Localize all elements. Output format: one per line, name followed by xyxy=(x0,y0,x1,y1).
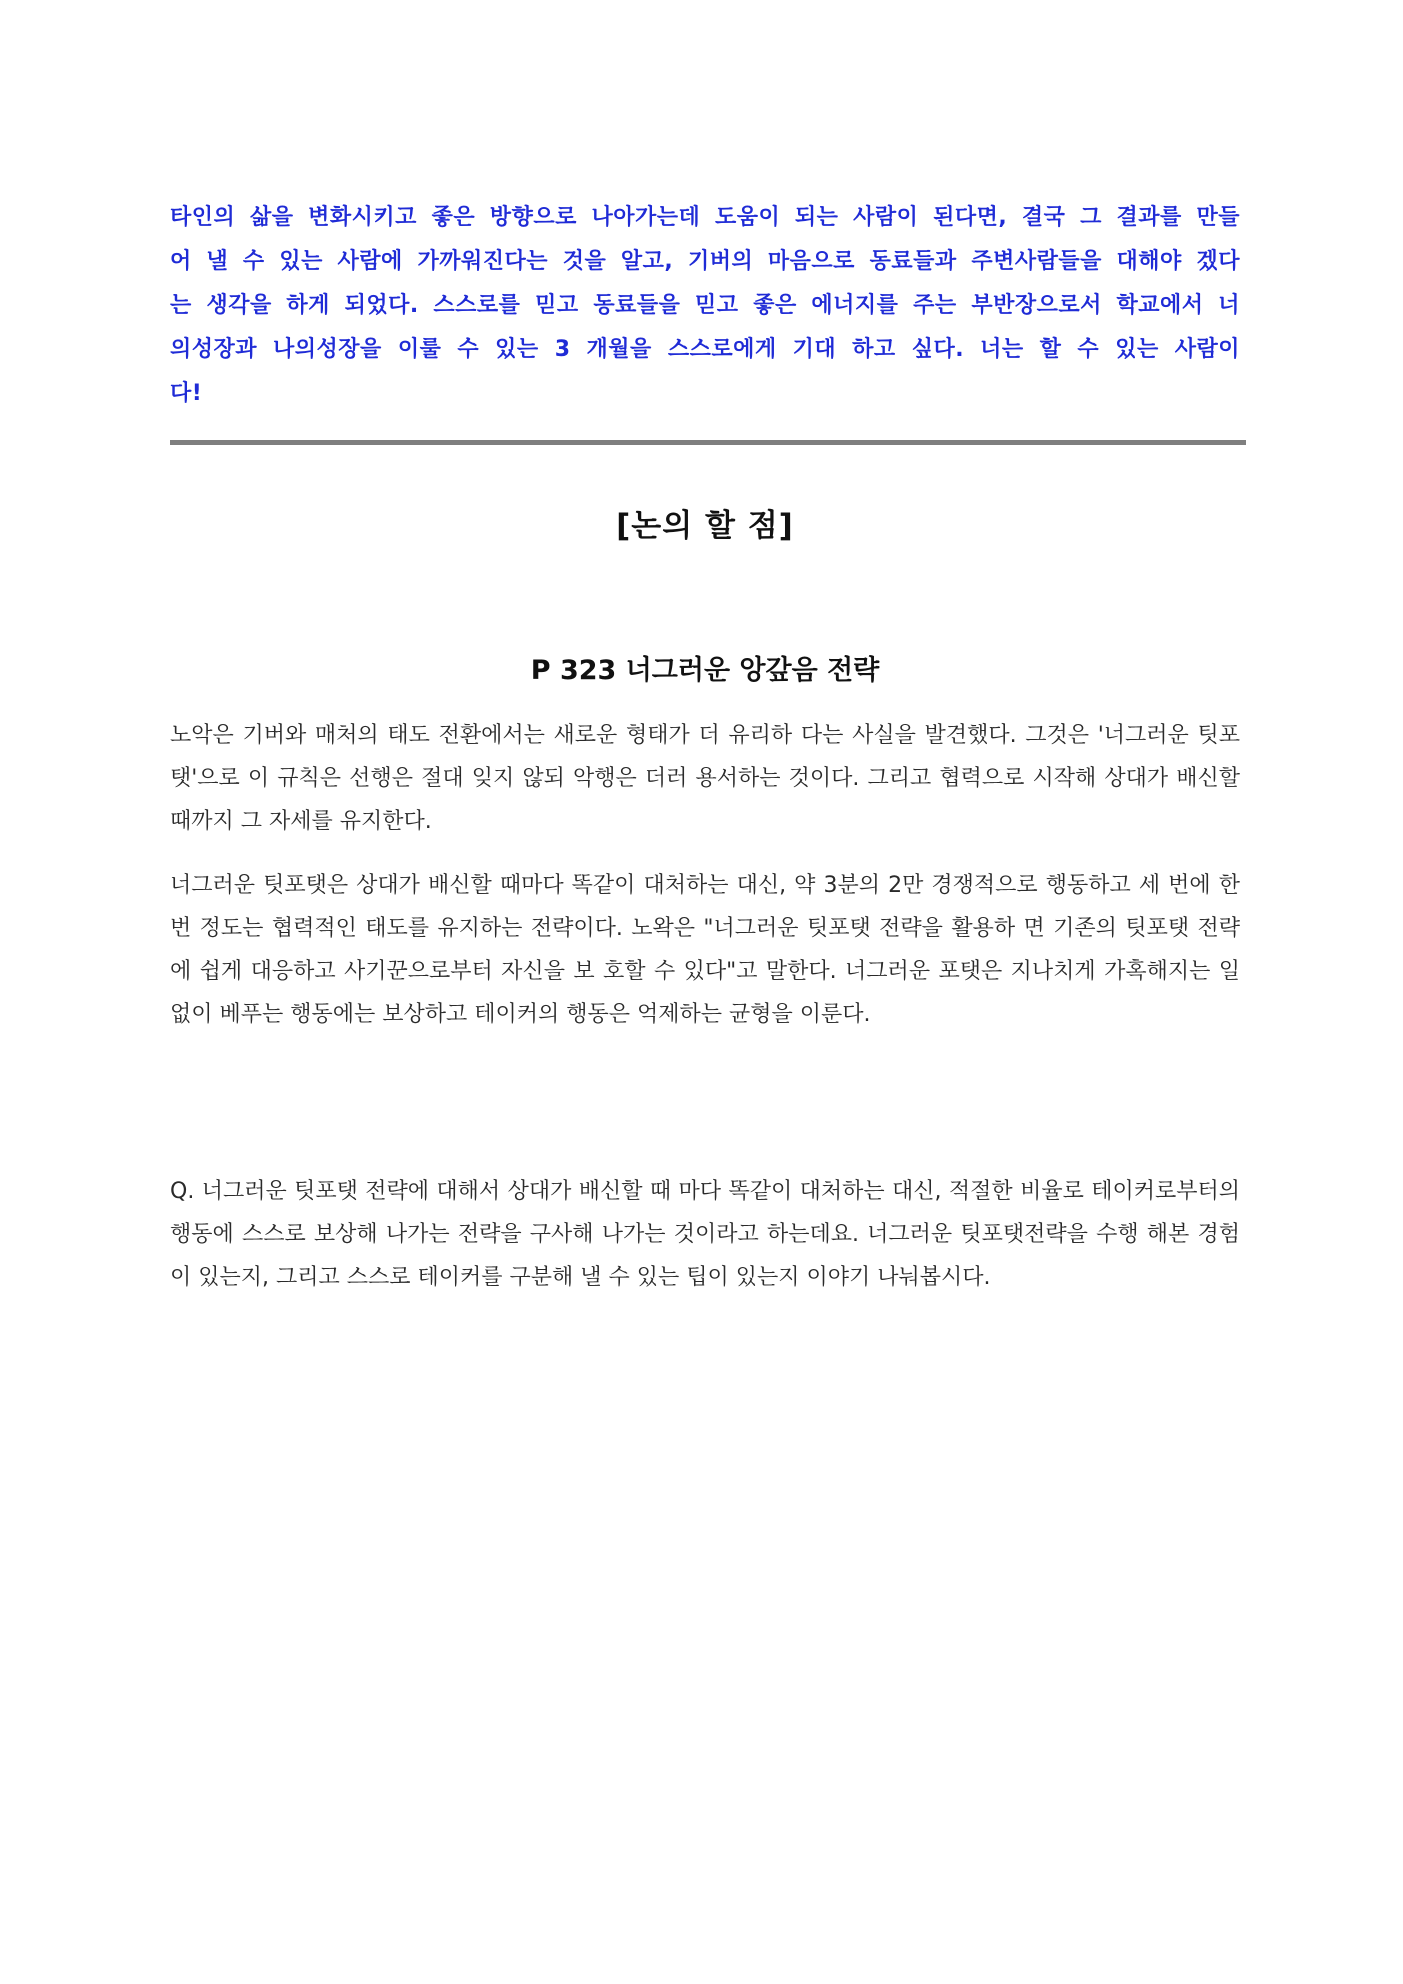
intro-reflection-paragraph: 타인의 삶을 변화시키고 좋은 방향으로 나아가는데 도움이 되는 사람이 된다면, 결국 그 결과를 만들어 낼 수 있는 사람에 가까워진다는 것을 알고, 기버의 마음으로 동료들과 주변사람들을 대해야 겠다는 생각을 하게 되었다. 스스로를 믿고 동료들을 믿고 좋은 에너지를 주는 부반장으로서 학교에서 너의성장과 나의성장을 이룰 수 있는 3 개월을 스스로에게 기대 하고 싶다. 너는 할 수 있는 사람이다! xyxy=(170,205,1240,406)
section-divider xyxy=(170,440,1246,445)
discussion-question: Q. 너그러운 팃포탯 전략에 대해서 상대가 배신할 때 마다 똑같이 대처하는 대신, 적절한 비율로 테이커로부터의 행동에 스스로 보상해 나가는 전략을 구사해 나가는 것이라고 하는데요. 너그러운 팃포탯전략을 수행 해본 경험이 있는지, 그리고 스스로 테이커를 구분해 낼 수 있는 팁이 있는지 이야기 나눠봅시다. xyxy=(170,1179,1240,1290)
discussion-subtitle: P 323 너그러운 앙갚음 전략 xyxy=(530,655,880,686)
document-page xyxy=(170,0,1240,1984)
body-paragraph-2: 너그러운 팃포탯은 상대가 배신할 때마다 똑같이 대처하는 대신, 약 3분의 2만 경쟁적으로 행동하고 세 번에 한 번 정도는 협력적인 태도를 유지하는 전략이다. 노왁은 "너그러운 팃포탯 전략을 활용하 면 기존의 팃포탯 전략에 쉽게 대응하고 사기꾼으로부터 자신을 보 호할 수 있다"고 말한다. 너그러운 포탯은 지나치게 가혹해지는 일 없이 베푸는 행동에는 보상하고 테이커의 행동은 억제하는 균형을 이룬다. xyxy=(170,873,1240,1027)
body-paragraph-1: 노악은 기버와 매처의 태도 전환에서는 새로운 형태가 더 유리하 다는 사실을 발견했다. 그것은 '너그러운 팃포탯'으로 이 규칙은 선행은 절대 잊지 않되 악행은 더러 용서하는 것이다. 그리고 협력으로 시작해 상대가 배신할 때까지 그 자세를 유지한다. xyxy=(170,723,1240,834)
discussion-section-title: [논의 할 점] xyxy=(616,508,794,544)
